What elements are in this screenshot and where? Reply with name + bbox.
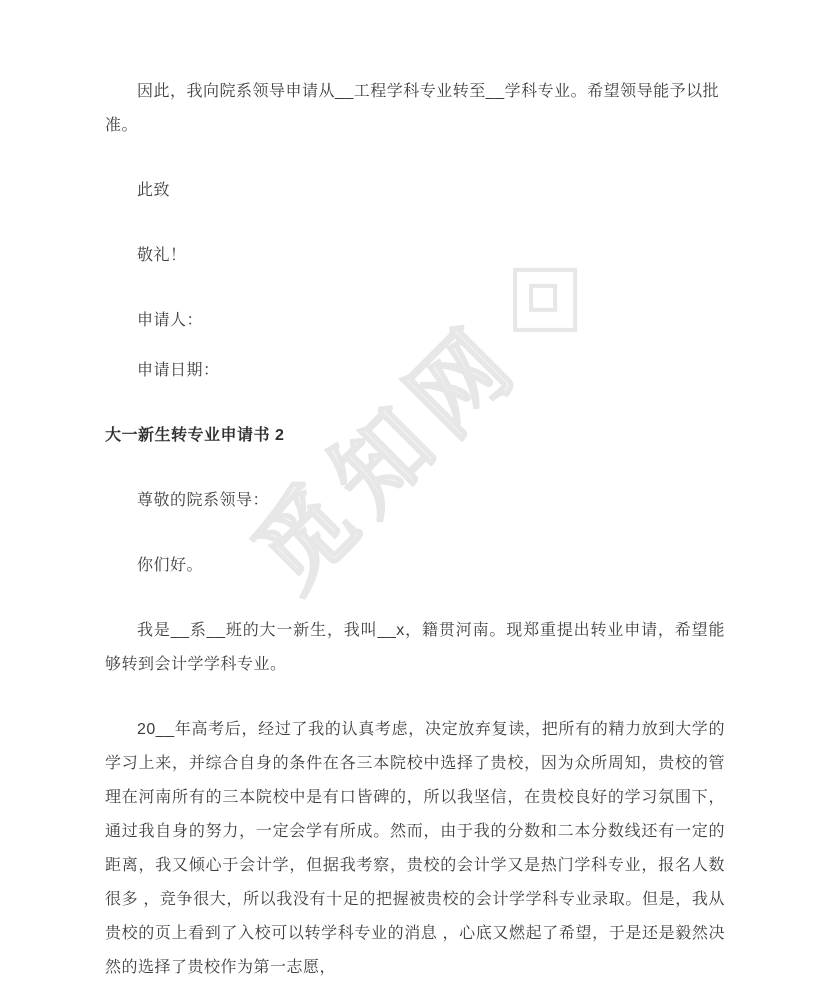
paragraph-transfer-request: 因此，我向院系领导申请从__工程学科专业转至__学科专业。希望领导能予以批准。 — [105, 83, 720, 134]
paragraph-self-intro: 我是__系__班的大一新生，我叫__x，籍贯河南。现郑重提出转业申请，希望能够转到会计学学科专业。 — [105, 622, 725, 673]
section-heading: 大一新生转专业申请书 2 — [105, 427, 285, 444]
paragraph-salutation: 尊敬的院系领导： — [137, 492, 270, 509]
document-content — [105, 75, 725, 985]
paragraph-greeting: 你们好。 — [137, 557, 204, 574]
paragraph-cizhi: 此致 — [137, 182, 171, 199]
paragraph-salute: 敬礼！ — [137, 247, 187, 264]
watermark-text: 觅知网 — [235, 303, 542, 610]
paragraph-body: 20__年高考后，经过了我的认真考虑，决定放弃复读，把所有的精力放到大学的学习上来，并综合自身的条件在各三本院校中选择了贵校，因为众所周知，贵校的管理在河南所有的三本院校中是有口皆碑的，所以我坚信，在贵校良好的学习氛围下，通过我自身的努力，一定会学有所成。然而，由于我的分数和二本分数线还有一定的距离，我又倾心于会计学，但据我考察，贵校的会计学又是热门学科专业，报名人数很多 ，竞争很大，所以我没有十足的把握被贵校的会计学学科专业录取。但是，我从贵校的页上看到了入校可以转学科专业的消息 ，心底又燃起了希望，于是还是毅然决然的选择了贵校作为第一志愿， — [105, 721, 725, 976]
paragraph-date-label: 申请日期： — [137, 362, 220, 379]
paragraph-applicant-label: 申请人： — [137, 312, 204, 329]
